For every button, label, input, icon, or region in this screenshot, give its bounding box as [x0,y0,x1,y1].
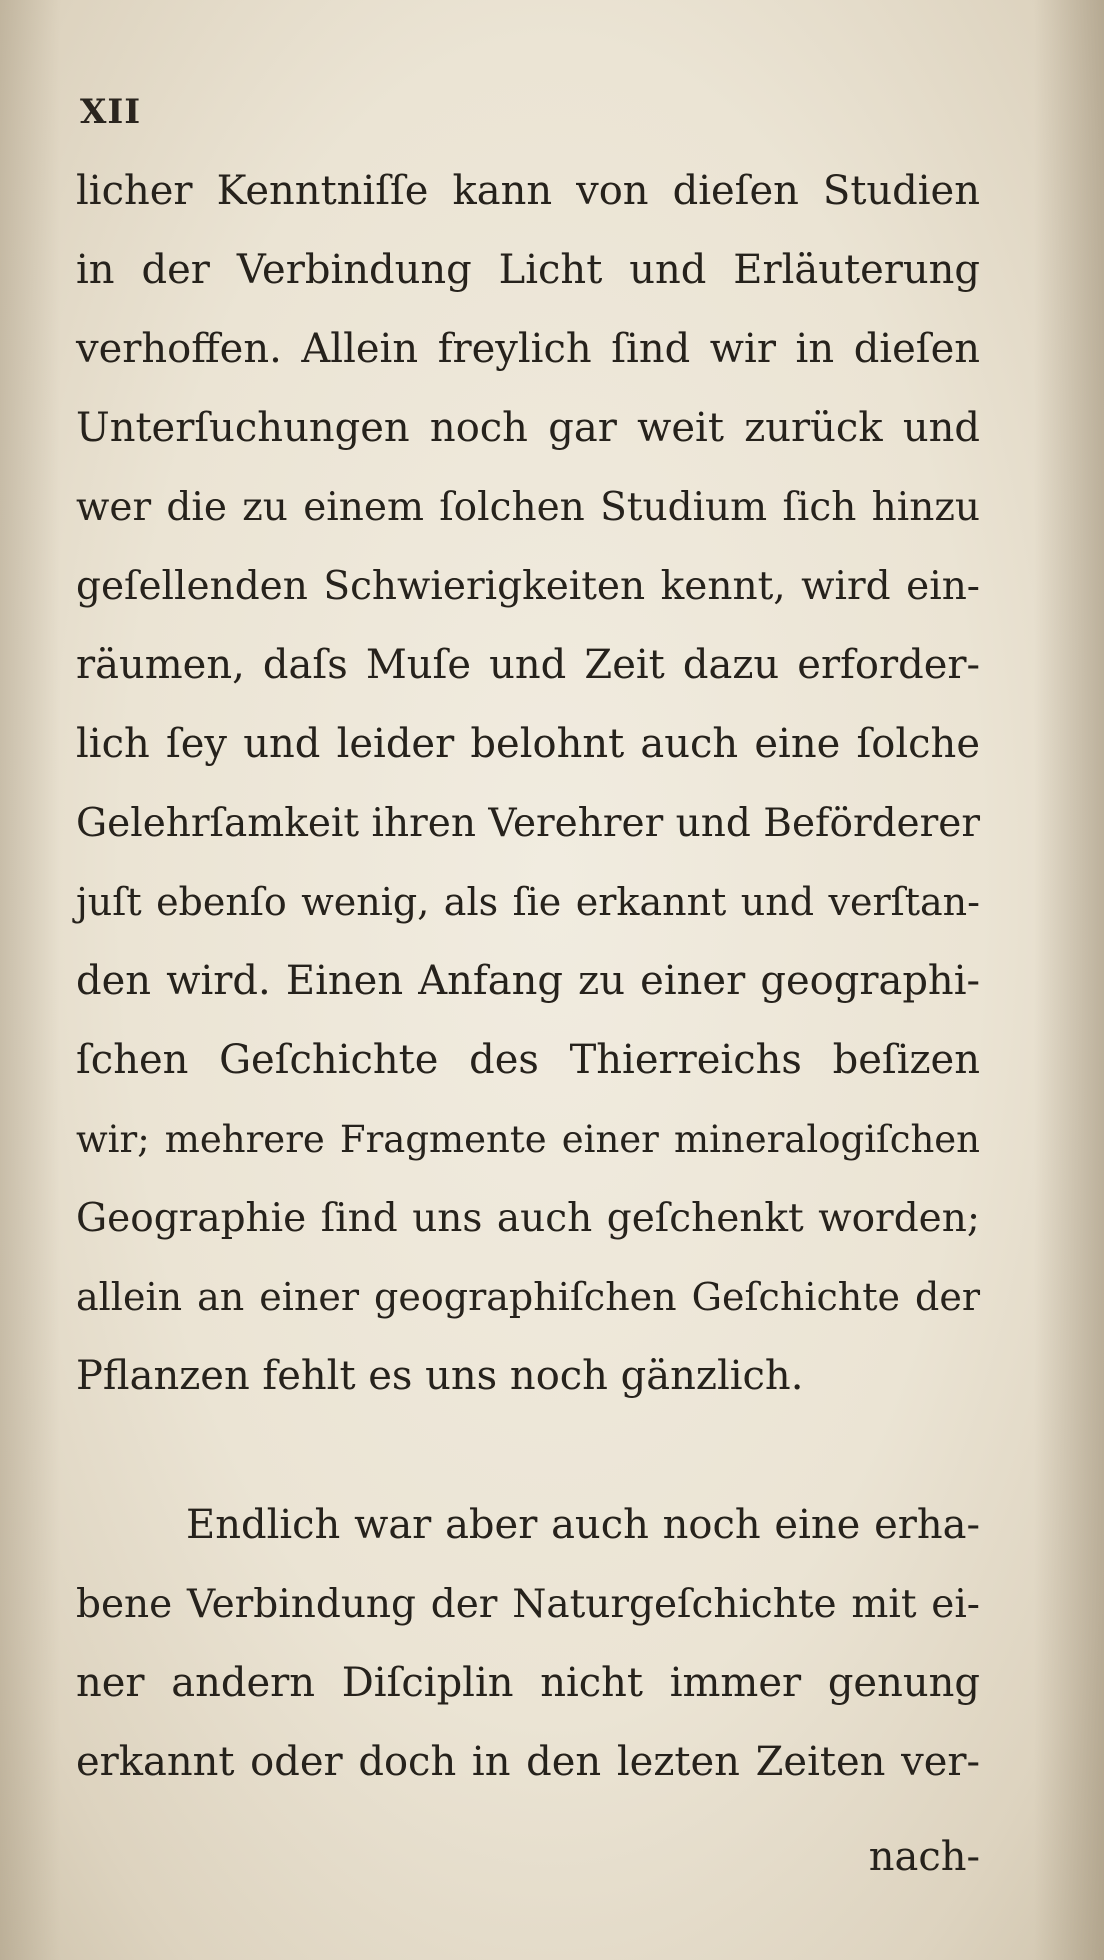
text-line: licher Kenntniſſe kann von dieſen Studien [76,168,980,214]
catchword: nach- [868,1834,980,1880]
text-line: bene Verbindung der Naturgeſchichte mit ei- [76,1582,980,1627]
text-line: wer die zu einem ſolchen Studium ſich hinzu [76,485,980,530]
text-line: Geographie ſind uns auch geſchenkt worden; [76,1196,980,1241]
text-line: verhoffen. Allein freylich ſind wir in dieſen [76,326,980,372]
paragraph-2 [76,1486,980,1802]
text-line: ſchen Geſchichte des Thierreichs beſizen [76,1037,980,1083]
text-line: ner andern Diſciplin nicht immer genung [76,1660,980,1706]
text-line: Unterſuchungen noch gar weit zurück und [76,405,980,451]
text-line: den wird. Einen Anfang zu einer geographi- [76,958,980,1004]
text-line: erkannt oder doch in den lezten Zeiten ver- [76,1739,980,1785]
text-line: allein an einer geographiſchen Geſchichte der [76,1275,980,1319]
text-line: geſellenden Schwierigkeiten kennt, wird ein- [76,564,980,609]
text-line: wir; mehrere Fragmente einer mineralogiſchen [76,1118,980,1161]
text-line: lich ſey und leider belohnt auch eine ſolche [76,721,980,767]
text-line: juſt ebenſo wenig, als ſie erkannt und verſtan- [76,880,980,924]
text-line: Gelehrſamkeit ihren Verehrer und Beförderer [76,801,980,846]
text-line-last: Pflanzen fehlt es uns noch gänzlich. [76,1353,804,1399]
text-line-indented: Endlich war aber auch noch eine erha- [186,1502,980,1548]
text-line: in der Verbindung Licht und Erläuterung [76,247,980,293]
paragraph-1 [76,152,980,1416]
page-number: XII [80,92,142,132]
text-line: räumen, daſs Muſe und Zeit dazu erforder- [76,642,980,688]
